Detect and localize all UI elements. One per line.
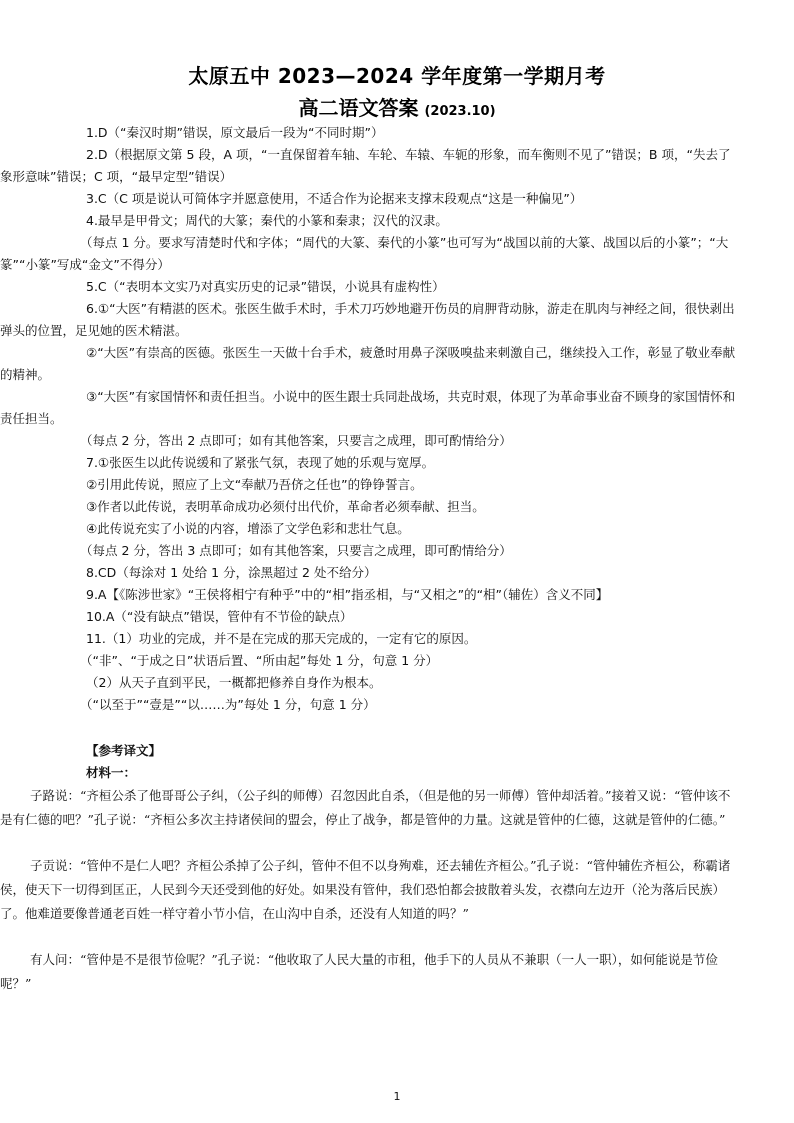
answer-9: 9.A【《陈涉世家》“王侯将相宁有种乎”中的“相”指丞相，与“又相之”的“相”（辅佐）含义不同】 (86, 587, 609, 602)
answer-list (0, 122, 736, 996)
answer-6-scoring: （每点 2 分，答出 2 点即可；如有其他答案，只要言之成理，即可酌情给分） (80, 433, 512, 448)
translation-heading: 【参考译文】 (86, 743, 162, 758)
translation-body (0, 784, 736, 996)
answer-4-scoring-text: （每点 1 分。要求写清楚时代和字体；“周代的大篆、秦代的小篆”也可写为“战国以前的大篆、战国以后的小篆”；“大篆”“小篆”写成“金文”不得分） (0, 235, 729, 272)
answer-6-point-1 (0, 298, 736, 342)
translation-paragraph-1: 子路说：“齐桓公杀了他哥哥公子纠，（公子纠的师傅）召忽因此自杀，（但是他的另一师傅）管仲却活着。”接着又说：“管仲该不是有仁德的吧？”孔子说：“齐桓公多次主持诸侯间的盟会，停止了战争，都是管仲的力量。这就是管仲的仁德，这就是管仲的仁德。” (0, 788, 731, 827)
answer-6-point-3-text: ③“大医”有家国情怀和责任担当。小说中的医生跟士兵同赴战场，共克时艰，体现了为革命事业奋不顾身的家国情怀和责任担当。 (0, 389, 736, 426)
answer-4: 4.最早是甲骨文；周代的大篆；秦代的小篆和秦隶；汉代的汉隶。 (86, 213, 448, 228)
answer-7-point-2: ②引用此传说，照应了上文“奉献乃吾侪之任也”的铮铮誓言。 (86, 477, 423, 492)
answer-11-part-1: 11.（1）功业的完成，并不是在完成的那天完成的，一定有它的原因。 (86, 631, 477, 646)
answer-5: 5.C（“表明本文实乃对真实历史的记录”错误，小说具有虚构性） (86, 279, 445, 294)
answer-2 (0, 144, 736, 188)
page-number: 1 (393, 1090, 401, 1103)
answer-6-point-3 (0, 386, 736, 430)
answer-7-scoring: （每点 2 分，答出 3 点即可；如有其他答案，只要言之成理，即可酌情给分） (80, 543, 512, 558)
answer-11-part-2: （2）从天子直到平民，一概都把修养自身作为根本。 (86, 675, 382, 690)
answer-4-scoring (0, 232, 736, 276)
document-subtitle (0, 92, 794, 121)
document-title: 太原五中 2023—2024 学年度第一学期月考 (188, 64, 606, 88)
answer-7-point-4: ④此传说充实了小说的内容，增添了文学色彩和悲壮气息。 (86, 521, 410, 536)
answer-6-point-2-text: ②“大医”有崇高的医德。张医生一天做十台手术，疲惫时用鼻子深吸嗅盐来刺激自己，继续投入工作，彰显了敬业奉献的精神。 (0, 345, 736, 382)
answer-8: 8.CD（每涂对 1 处给 1 分，涂黑超过 2 处不给分） (86, 565, 377, 580)
subtitle-text: 高二语文答案 (298, 96, 419, 120)
answer-3: 3.C（C 项是说认可简体字并愿意使用，不适合作为论据来支撑末段观点“这是一种偏见”） (86, 191, 583, 206)
answer-7-point-1: 7.①张医生以此传说缓和了紧张气氛，表现了她的乐观与宽厚。 (86, 455, 435, 470)
answer-6-point-2 (0, 342, 736, 386)
translation-paragraph-3: 有人问：“管仲是不是很节俭呢？”孔子说：“他收取了人民大量的市租，他手下的人员从不兼职（一人一职），如何能说是节俭呢？” (0, 952, 718, 991)
answer-11-part-1-scoring: （“非”、“于成之日”状语后置、“所由起”每处 1 分，句意 1 分） (80, 653, 439, 668)
answer-2-text: 2.D（根据原文第 5 段，A 项，“一直保留着车轴、车轮、车辕、车轭的形象，而车衡则不见了”错误；B 项，“失去了象形意味”错误；C 项，“最早定型”错误） (0, 147, 731, 184)
answer-7-point-3: ③作者以此传说，表明革命成功必须付出代价，革命者必须奉献、担当。 (86, 499, 485, 514)
answer-1: 1.D（“秦汉时期”错误，原文最后一段为“不同时期”） (86, 125, 384, 140)
answer-10: 10.A（“没有缺点”错误，管仲有不节俭的缺点） (86, 609, 353, 624)
material-label: 材料一： (86, 765, 137, 780)
answer-6-point-1-text: 6.①“大医”有精湛的医术。张医生做手术时，手术刀巧妙地避开伤员的肩胛背动脉，游走在肌肉与神经之间，很快剥出弹头的位置，足见她的医术精湛。 (0, 301, 735, 338)
translation-paragraph-2: 子贡说：“管仲不是仁人吧？齐桓公杀掉了公子纠，管仲不但不以身殉难，还去辅佐齐桓公。”孔子说：“管仲辅佐齐桓公，称霸诸侯，使天下一切得到匡正，人民到今天还受到他的好处。如果没有管仲，我们恐怕都会披散着头发，衣襟向左边开（沦为落后民族）了。他难道要像普通老百姓一样守着小节小信，在山沟中自杀，还没有人知道的吗？” (0, 858, 731, 921)
answer-11-part-2-scoring: （“以至于”“壹是”“以……为”每处 1 分，句意 1 分） (80, 697, 376, 712)
subtitle-date: (2023.10) (424, 104, 496, 119)
